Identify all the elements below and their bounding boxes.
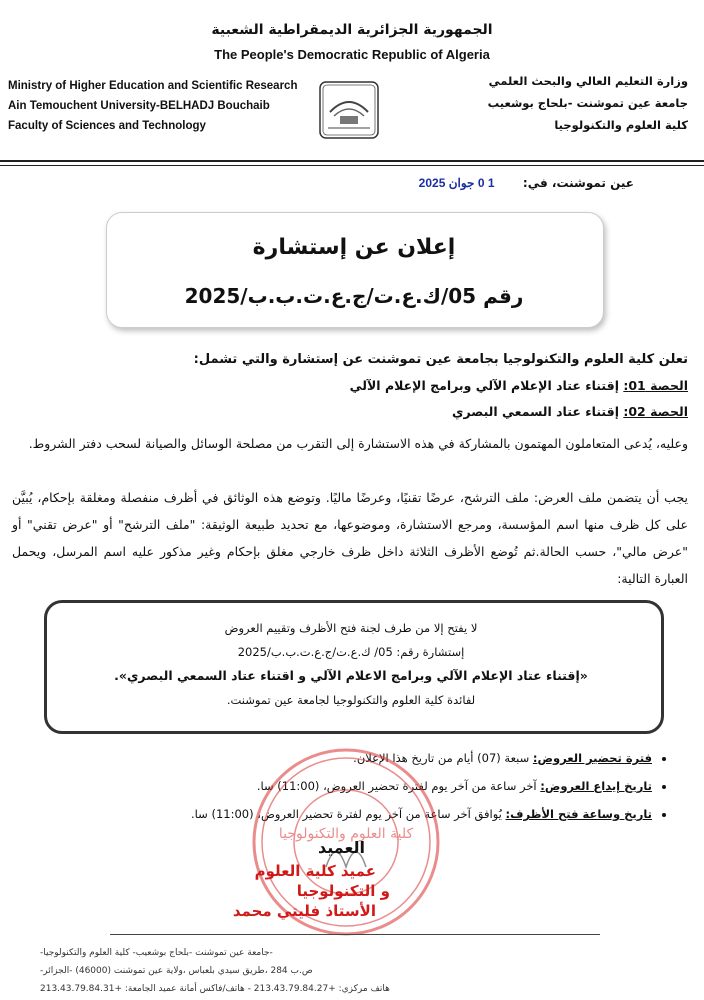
paragraph-offer-contents: يجب أن يتضمن ملف العرض: ملف الترشح، عرضًا تقنيًا، وعرضًا ماليًا. وتوضع هذه الوثائق في أظرف منفصلة ومغلقة بإحكام، يُبيَّن على كل ظرف منها اسم المؤسسة، ومرجع الاستشارة، وموضوعها، مع تحديد طبيعة الوثيقة: "ملف الترشح" أو "عرض تقني" أو "عرض مالي"، حسب الحالة.ثم تُوضع الأظرف الثلاثة داخل ظرف خارجي مغلق بإحكام وغير مذكور عليه اسم المرسل، ويحمل العبارة التالية: <box>12 490 688 586</box>
paragraph-participation: وعليه، يُدعى المتعاملون المهتمون بالمشاركة في هذه الاستشارة إلى التقرب من مصلحة الوسائل والصيانة لسحب دفتر الشروط. <box>28 436 688 451</box>
signature-line-3: الأستاذ فليتي محمد <box>232 902 376 920</box>
date-value: 1 0 جوان 2025 <box>418 176 495 190</box>
footer-separator <box>110 934 600 935</box>
signature-line-1: عميد كلية العلوم <box>254 862 376 880</box>
lot-2-label: الحصة 02: <box>623 404 688 419</box>
header-separator-thin <box>0 165 704 166</box>
footer-line-1: -جامعة عين تموشنت -بلحاج بوشعيب- كلية العلوم والتكنولوجيا- <box>40 948 273 958</box>
university-logo-icon <box>318 80 380 140</box>
signature-line-2: و التكنولوجيا <box>296 882 390 900</box>
notice-line-2: إستشارة رقم: 05/ ك.ع.ت/ج.ع.ت.ب.ب/2025 <box>237 645 465 659</box>
date-line <box>419 176 634 190</box>
bullet-text: سبعة (07) أيام من تاريخ هذا الإعلان. <box>353 751 533 765</box>
lot-2-text: إقتناء عتاد السمعي البصري <box>452 404 624 419</box>
header-separator <box>0 160 704 162</box>
bullet-label: فترة تحضير العروض: <box>532 751 652 765</box>
header-en-university: Ain Temouchent University-BELHADJ Bouchaib <box>8 100 270 112</box>
title-box <box>106 212 604 328</box>
footer-line-3: هاتف مركزي: +213.43.79.84.27 - هاتف/فاكس أمانة عميد الجامعة: +213.43.79.84.31 <box>40 984 390 994</box>
header-en-faculty: Faculty of Sciences and Technology <box>8 120 206 132</box>
header-arabic-republic: الجمهورية الجزائرية الديمقراطية الشعبية <box>211 22 493 38</box>
header-ar-ministry: وزارة التعليم العالي والبحث العلمي <box>488 74 688 88</box>
notice-line-3: «إقتناء عتاد الإعلام الآلي وبرامج الاعلام الآلي و اقتناء عتاد السمعي البصري». <box>114 668 588 683</box>
dean-title: العميد <box>318 838 366 857</box>
bullet-label: تاريخ إيداع العروض: <box>540 779 652 793</box>
header-arabic-block <box>458 70 688 136</box>
bullet-label: تاريخ وساعة فتح الأظرف: <box>505 807 652 821</box>
lot-1-text: إقتناء عتاد الإعلام الآلي وبرامج الإعلام الآلي <box>349 378 624 393</box>
bullet-text: يُوافق آخر ساعة من آخر يوم لفترة تحضير العروض، (11:00) سا. <box>191 807 506 821</box>
date-place: عين تموشنت، في: <box>522 176 634 190</box>
header-ar-faculty: كلية العلوم والتكنولوجيا <box>554 118 688 132</box>
notice-line-1: لا يفتح إلا من طرف لجنة فتح الأظرف وتقييم العروض <box>224 621 478 635</box>
lot-1-label: الحصة 01: <box>623 378 688 393</box>
lot-2 <box>12 404 688 419</box>
footer-line-2: ص.ب 284 ،طريق سيدي بلعباس ،ولاية عين تموشنت (46000) -الجزائر- <box>40 966 313 976</box>
notice-line-4: لفائدة كلية العلوم والتكنولوجيا لجامعة عين تموشنت. <box>226 693 476 707</box>
bullet-text: آخر ساعة من آخر يوم لفترة تحضير العروض، (11:00) سا. <box>256 779 541 793</box>
stamp-text: كلية العلوم والتكنولوجيا <box>278 826 414 842</box>
header-english-republic: The People's Democratic Republic of Algeria <box>214 47 490 62</box>
lot-1 <box>12 378 688 393</box>
header-ar-university: جامعة عين تموشنت -بلحاج بوشعيب <box>487 96 688 110</box>
header-english-block <box>8 76 308 136</box>
announcement-number: رقم 05/ك.ع.ت/ج.ع.ت.ب.ب/2025 <box>184 284 524 308</box>
header-en-ministry: Ministry of Higher Education and Scientific Research <box>8 80 298 92</box>
intro-text: تعلن كلية العلوم والتكنولوجيا بجامعة عين تموشنت عن إستشارة والتي تشمل: <box>193 352 688 367</box>
announcement-title: إعلان عن إستشارة <box>252 235 456 260</box>
